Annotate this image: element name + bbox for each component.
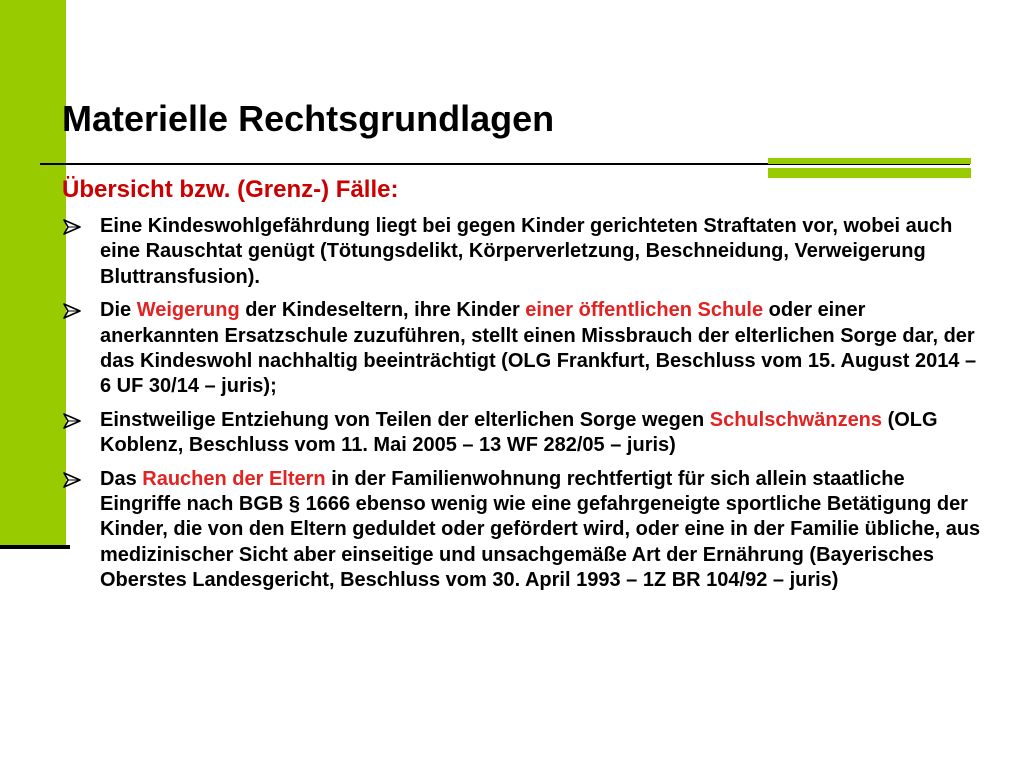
bullet-text-segment: in der Familienwohnung rechtfertigt für sich allein staatliche Eingriffe nach BGB § 1666 ebenso wenig wie eine gefahrgeneigte sportliche Betätigung der Kinder, die von den Eltern geduldet oder gefördert wird, oder eine in der Familie übliche, aus medizinischer Sicht aber einseitige und unsachgemäße Art der Ernährung (Bayerisches Oberstes Landesgericht, Beschluss vom 30. April 1993 – 1Z BR 104/92 – juris) (100, 467, 981, 592)
arrowhead-bullet-icon (62, 413, 82, 429)
left-bar-underline (0, 545, 70, 549)
highlighted-term: Schulschwänzens (709, 408, 883, 431)
bullet-item (62, 214, 982, 290)
title-divider-accent-lower (768, 168, 971, 178)
highlighted-term: Weigerung (136, 299, 240, 322)
bullet-text-segment: Eine Kindeswohlgefährdung liegt bei gegen Kinder gerichteten Straftaten vor, wobei auch eine Rauschtat genügt (Tötungsdelikt, Körperverletzung, Beschneidung, Verweigerung Bluttransfusion). (100, 215, 953, 288)
arrowhead-bullet-icon (62, 472, 82, 488)
bullet-text-segment: Das (100, 467, 143, 490)
arrowhead-bullet-icon (62, 303, 82, 319)
left-accent-bar (0, 0, 66, 545)
bullet-text-segment: der Kindeseltern, ihre Kinder (239, 299, 526, 322)
bullet-text-segment: (OLG Koblenz, Beschluss vom 11. Mai 2005 – 13 WF 282/05 – juris) (100, 408, 938, 457)
highlighted-term: einer öffentlichen Schule (525, 299, 764, 322)
arrowhead-bullet-icon (62, 219, 82, 235)
slide-title: Materielle Rechtsgrundlagen (62, 98, 555, 139)
slide-subtitle: Übersicht bzw. (Grenz-) Fälle: (62, 176, 399, 203)
bullet-text-segment: Einstweilige Entziehung von Teilen der elterlichen Sorge wegen (100, 408, 710, 431)
bullet-item (62, 408, 982, 459)
bullet-text (100, 409, 938, 456)
bullet-item (62, 467, 982, 594)
bullet-text-segment: Die (100, 299, 137, 322)
bullet-text (100, 215, 952, 288)
title-divider-accent (768, 158, 971, 164)
bullet-item (62, 298, 982, 400)
bullet-list (62, 214, 982, 602)
bullet-text-segment: oder einer anerkannten Ersatzschule zuzuführen, stellt einen Missbrauch der elterlichen Sorge dar, der das Kindeswohl nachhaltig beeinträchtigt (OLG Frankfurt, Beschluss vom 15. August 2014 – 6 UF 30/14 – juris); (100, 299, 977, 398)
bullet-text (100, 468, 980, 592)
bullet-text (100, 299, 976, 397)
highlighted-term: Rauchen der Eltern (142, 467, 326, 490)
